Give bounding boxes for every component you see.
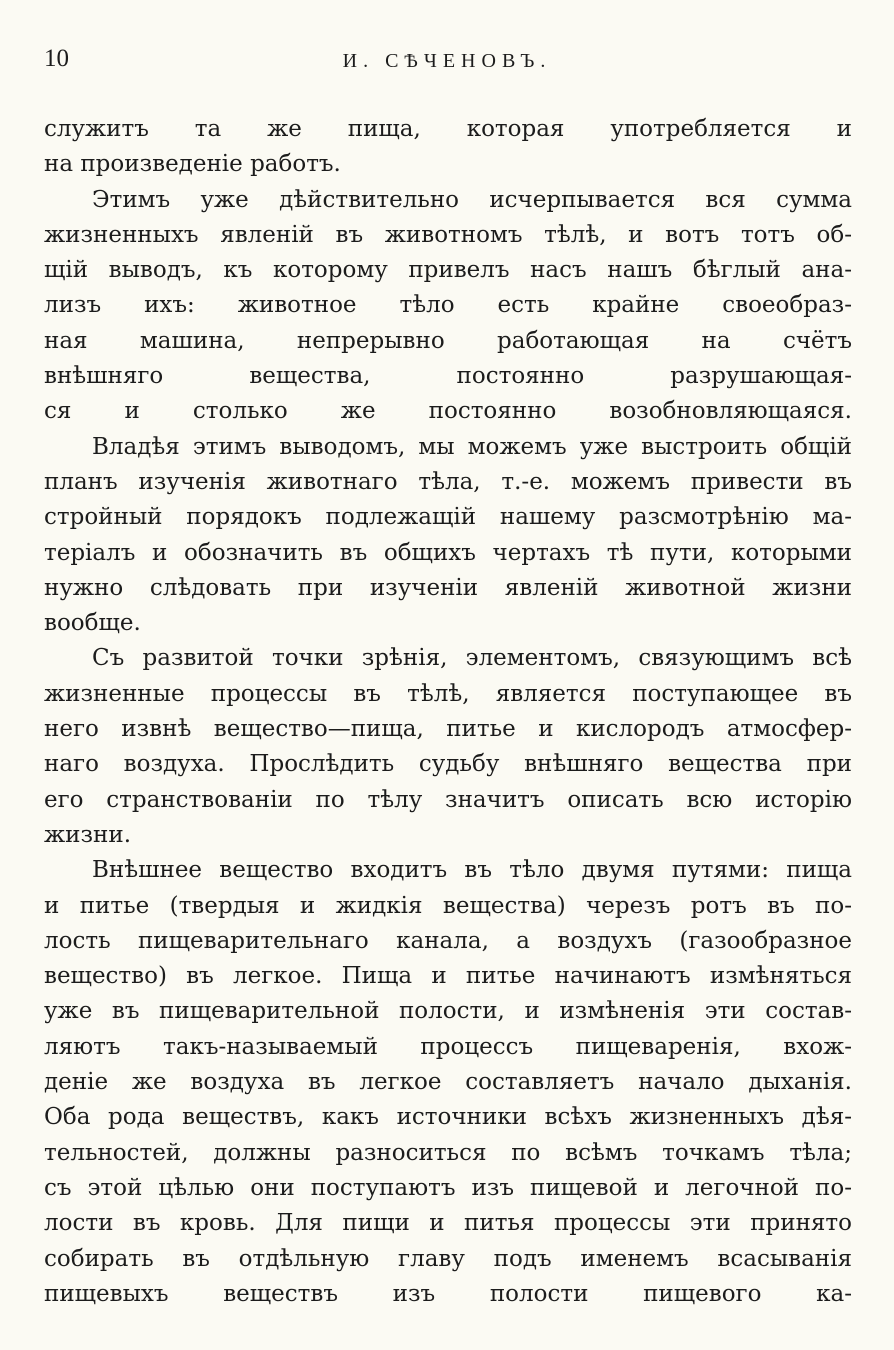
text-line: пищевыхъ веществъ изъ полости пищевого ка- bbox=[44, 1280, 852, 1307]
text-line: ная машина, непрерывно работающая на счётъ bbox=[44, 327, 852, 354]
text-line: него извнѣ вещество—пища, питье и кислородъ атмосфер- bbox=[44, 716, 852, 743]
body-text bbox=[44, 112, 852, 1334]
page-number: 10 bbox=[44, 45, 69, 72]
text-line: ся и столько же постоянно возобновляющаяся. bbox=[44, 398, 852, 425]
text-line: съ этой цѣлью они поступаютъ изъ пищевой и легочной по- bbox=[44, 1174, 852, 1201]
text-line: на произведеніе работъ. bbox=[44, 151, 341, 178]
text-line: служитъ та же пища, которая употребляется и bbox=[44, 116, 852, 142]
text-line: стройный порядокъ подлежащій нашему разсмотрѣнію ма- bbox=[44, 504, 852, 531]
text-line: ляютъ такъ-называемый процессъ пищеваренія, вхож- bbox=[44, 1033, 852, 1060]
text-line: и питье (твердыя и жидкія вещества) черезъ ротъ въ по- bbox=[44, 892, 852, 919]
page-header bbox=[44, 44, 850, 78]
text-line: уже въ пищеварительной полости, и измѣненія эти состав- bbox=[44, 998, 852, 1025]
text-line: его странствованіи по тѣлу значитъ описать всю исторію bbox=[44, 786, 852, 813]
text-line: вещество) въ легкое. Пища и питье начинаютъ измѣняться bbox=[44, 963, 852, 990]
text-line: Владѣя этимъ выводомъ, мы можемъ уже выстроить общій bbox=[92, 433, 852, 460]
text-line: Оба рода веществъ, какъ источники всѣхъ жизненныхъ дѣя- bbox=[44, 1104, 852, 1131]
text-line: лость пищеварительнаго канала, а воздухъ (газообразное bbox=[44, 927, 852, 954]
text-line: тельностей, должны разноситься по всѣмъ точкамъ тѣла; bbox=[44, 1139, 852, 1166]
text-line: наго воздуха. Прослѣдить судьбу внѣшняго вещества при bbox=[44, 751, 852, 778]
text-line: лости въ кровь. Для пищи и питья процессы эти принято bbox=[44, 1210, 852, 1237]
text-line: Внѣшнее вещество входитъ въ тѣло двумя путями: пища bbox=[92, 857, 852, 884]
text-line: жизненныхъ явленій въ животномъ тѣлѣ, и вотъ тотъ об- bbox=[44, 221, 852, 248]
text-line: деніе же воздуха въ легкое составляетъ начало дыханія. bbox=[44, 1069, 852, 1096]
text-line: щій выводъ, къ которому привелъ насъ нашъ бѣглый ана- bbox=[44, 257, 852, 284]
text-line: планъ изученія животнаго тѣла, т.-е. можемъ привести въ bbox=[44, 468, 852, 495]
text-line: Съ развитой точки зрѣнія, элементомъ, связующимъ всѣ bbox=[92, 645, 852, 672]
text-line: жизни. bbox=[44, 821, 132, 848]
text-line: нужно слѣдовать при изученіи явленій животной жизни bbox=[44, 574, 852, 601]
running-head: И. СѢЧЕНОВЪ. bbox=[342, 50, 552, 72]
text-line: теріалъ и обозначить въ общихъ чертахъ тѣ пути, которыми bbox=[44, 539, 852, 566]
text-line: собирать въ отдѣльную главу подъ именемъ всасыванія bbox=[44, 1245, 852, 1272]
text-line: внѣшняго вещества, постоянно разрушающая- bbox=[44, 363, 852, 390]
text-line: вообще. bbox=[44, 610, 141, 637]
text-line: Этимъ уже дѣйствительно исчерпывается вся сумма bbox=[92, 186, 852, 213]
text-line: лизъ ихъ: животное тѣло есть крайне своеобраз- bbox=[44, 292, 852, 319]
text-line: жизненные процессы въ тѣлѣ, является поступающее въ bbox=[44, 680, 852, 707]
